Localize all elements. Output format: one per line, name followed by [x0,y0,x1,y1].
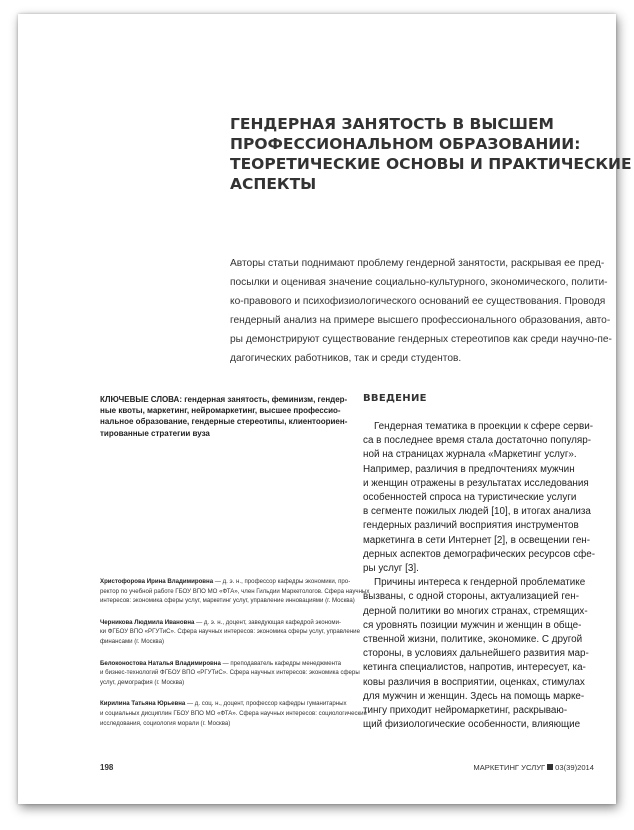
author-details: ректор по учебной работе ГБОУ ВПО МО «ФТА», член Гильдии Маркетологов. Сфера научных [100,587,370,595]
body-line: гендерных различий восприятия инструментов [363,520,579,532]
body-line: ной на страницах журнала «Маркетинг услуг». [363,449,577,461]
author-name: Христофорова Ирина Владимировна [100,578,214,585]
square-separator-icon [547,764,553,770]
author-details: — д. э. н., доцент, заведующая кафедрой экономи- [194,618,342,626]
abstract-line: ко-правового и психофизиологического оснований ее существования. Проводя [230,296,606,307]
running-footer [473,763,594,772]
abstract-line: посылки и оценивая значение социально-культурного, экономического, полити- [230,277,608,288]
keywords-line: ные квоты, маркетинг, нейромаркетинг, высшее профессио- [100,406,341,416]
title-line: АСПЕКТЫ [230,175,317,193]
author-details: исследования, социология морали (г. Москва) [100,719,231,727]
keywords-line: нальное образование, гендерные стереотипы, клиентоориен- [100,417,348,427]
page-number: 198 [100,763,114,772]
body-line: ковы различия в восприятии, оценках, стимулах [363,676,585,688]
author-name: Кирилина Татьяна Юрьевна [100,700,186,708]
author-details: и бизнес-технологий ФГБОУ ВПО «РГУТиС». Сфера научных интересов: экономика сферы [100,669,360,677]
article-title [230,114,632,194]
body-line: ся уровнять позиции мужчин и женщин в обще- [363,619,582,631]
author-details: — преподаватель кафедры менеджмента [220,659,342,667]
body-line: и женщин отражены в результатах исследования [363,477,589,489]
body-line: стороны, в условиях дальнейшего развития мар- [363,648,589,660]
body-line: Гендерная тематика в проекции к сфере серви- [363,421,594,432]
author-details: ки ФГБОУ ВПО «РГУТиС». Сфера научных интересов: экономика сферы услуг, управление [100,628,360,636]
body-line: ры услуг [3]. [363,563,419,575]
author-details: услуг, демография (г. Москва) [100,678,185,686]
title-line: ПРОФЕССИОНАЛЬНОМ ОБРАЗОВАНИИ: [230,135,581,153]
title-line: ТЕОРЕТИЧЕСКИЕ ОСНОВЫ И ПРАКТИЧЕСКИЕ [230,155,632,173]
body-line: маркетинга в сети Интернет [2], в освещении ген- [363,534,591,546]
body-line: ственной жизни, политике, экономике. С другой [363,634,583,646]
journal-page [18,14,632,804]
body-line: Например, различия в предпочтениях мужчин [363,463,575,475]
issue-number: 03(39)2014 [555,763,594,772]
body-line: для мужчин и женщин. Здесь на помощь марке- [363,690,585,702]
body-text-column [363,420,618,732]
title-line: ГЕНДЕРНАЯ ЗАНЯТОСТЬ В ВЫСШЕМ [230,115,554,133]
body-line: дерных аспектов демографических ресурсов сфе- [363,548,596,560]
author-details: финансами (г. Москва) [100,637,164,645]
author-entry [100,618,360,647]
author-entry [100,577,370,606]
section-heading: ВВЕДЕНИЕ [363,393,427,404]
abstract-line: Авторы статьи поднимают проблему гендерной занятости, раскрывая ее пред- [230,258,605,269]
article-abstract [230,254,618,368]
keywords-line: КЛЮЧЕВЫЕ СЛОВА: гендерная занятость, феминизм, гендер- [100,395,348,404]
body-line: в сегменте пожилых людей [10], в итогах анализа [363,506,591,518]
author-entry [100,699,367,728]
body-line: вызваны, с одной стороны, актуализацией ген- [363,591,580,603]
author-details: и социальных дисциплин ГБОУ ВПО МО «ФТА». Сфера научных интересов: социологические [100,709,367,717]
body-line: Причины интереса к гендерной проблематике [363,577,586,589]
author-name: Черникова Людмила Ивановна [100,618,195,626]
author-details: — д. э. н., профессор кафедры экономики, про- [213,578,351,585]
author-entry [100,659,360,688]
keywords-block [100,394,348,439]
abstract-line: дагогических работников, так и среди студентов. [230,353,462,364]
body-line: тингу приходит нейромаркетинг, раскрываю- [363,705,568,717]
author-name: Белоконостова Наталья Владимировна [100,659,221,667]
author-details: — д. соц. н., доцент, профессор кафедры гуманитарных [185,700,347,708]
author-details: интересов: экономика сферы услуг, маркетинг услуг, управление инновациями (г. Москва) [100,597,355,605]
body-line: щий физиологические особенности, влияющие [363,719,581,731]
body-line: особенностей спроса на туристические услуги [363,492,577,504]
body-line: кетинга специалистов, напротив, интересует, ка- [363,662,586,674]
keywords-line: тированные стратегии вуза [100,428,210,438]
author-info-block [100,577,370,740]
journal-name: МАРКЕТИНГ УСЛУГ [473,763,546,772]
abstract-line: гендерный анализ на примере высшего профессионального образования, авто- [230,315,611,326]
body-line: дерной политики во многих странах, стремящих- [363,605,588,617]
body-line: са в последнее время стала достаточно популяр- [363,435,592,447]
abstract-line: ры демонстрируют существование гендерных стереотипов как среди научно-пе- [230,334,612,345]
